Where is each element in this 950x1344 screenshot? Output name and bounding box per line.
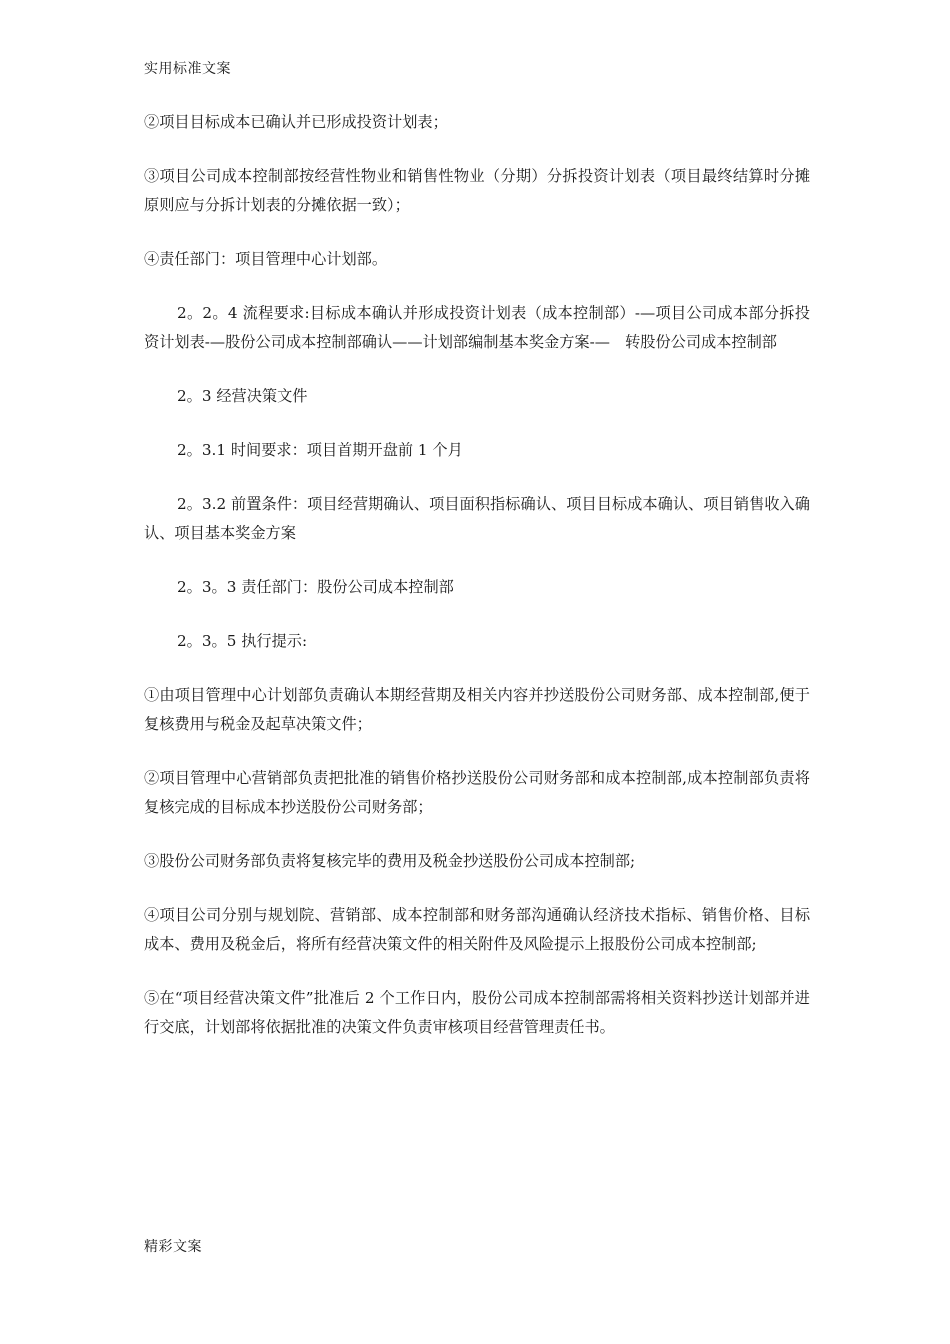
paragraph-1: ②项目目标成本已确认并已形成投资计划表； xyxy=(144,113,448,131)
tip-item-3: ③股份公司财务部负责将复核完毕的费用及税金抄送股份公司成本控制部; xyxy=(144,852,636,870)
paragraph-4: 2。2。4 流程要求:目标成本确认并形成投资计划表（成本控制部）-—项目公司成本部分拆投资计划表-—股份公司成本控制部确认——计划部编制基本奖金方案-— 转股份公司成本控制部 xyxy=(144,304,810,351)
page-header: 实用标准文案 xyxy=(144,61,231,77)
paragraph-responsible-dept: 2。3。3 责任部门：股份公司成本控制部 xyxy=(177,578,454,596)
document-body xyxy=(144,108,810,1067)
page-footer: 精彩文案 xyxy=(144,1239,202,1255)
paragraph-3: ④责任部门：项目管理中心计划部。 xyxy=(144,250,387,268)
paragraph-2: ③项目公司成本控制部按经营性物业和销售性物业（分期）分拆投资计划表（项目最终结算时分摊原则应与分拆计划表的分摊依据一致）； xyxy=(144,167,810,214)
tip-item-2: ②项目管理中心营销部负责把批准的销售价格抄送股份公司财务部和成本控制部,成本控制部负责将复核完成的目标成本抄送股份公司财务部； xyxy=(144,769,810,816)
tip-item-5: ⑤在“项目经营决策文件”批准后 2 个工作日内，股份公司成本控制部需将相关资料抄送计划部并进行交底，计划部将依据批准的决策文件负责审核项目经营管理责任书。 xyxy=(144,989,810,1036)
tip-item-1: ①由项目管理中心计划部负责确认本期经营期及相关内容并抄送股份公司财务部、成本控制部,便于复核费用与税金及起草决策文件； xyxy=(144,686,810,733)
section-heading-2-3: 2。3 经营决策文件 xyxy=(177,387,308,405)
paragraph-preconditions: 2。3.2 前置条件：项目经营期确认、项目面积指标确认、项目目标成本确认、项目销售收入确认、项目基本奖金方案 xyxy=(144,495,810,542)
tip-item-4: ④项目公司分别与规划院、营销部、成本控制部和财务部沟通确认经济技术指标、销售价格、目标成本、费用及税金后，将所有经营决策文件的相关附件及风险提示上报股份公司成本控制部; xyxy=(144,906,810,953)
paragraph-time-requirement: 2。3.1 时间要求：项目首期开盘前 1 个月 xyxy=(177,441,463,459)
paragraph-execution-tips: 2。3。5 执行提示: xyxy=(177,632,308,650)
